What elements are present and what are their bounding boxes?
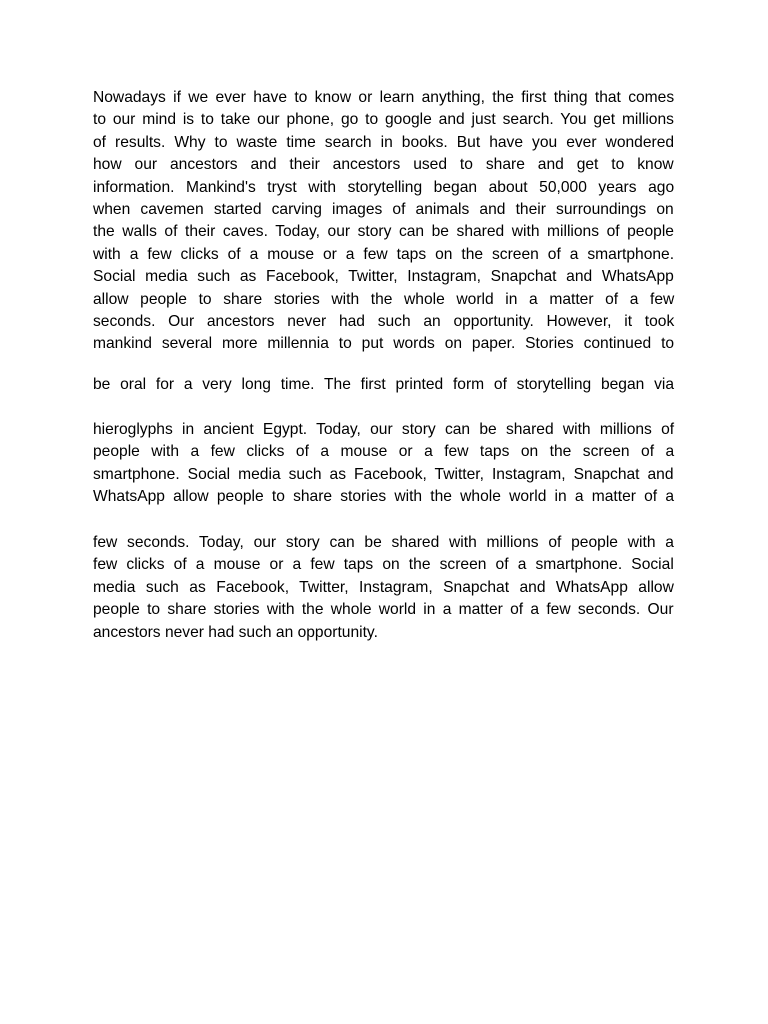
text-line: the walls of their caves. Today, our story can be shared with millions of people [93,223,674,241]
text-line: people to share stories with the whole world in a matter of a few seconds. Our [93,601,674,619]
text-line: to our mind is to take our phone, go to google and just search. You get millions [93,111,674,129]
paragraph-block-1 [93,87,674,356]
text-line: Social media such as Facebook, Twitter, Instagram, Snapchat and WhatsApp [93,268,674,286]
text-line: hieroglyphs in ancient Egypt. Today, our story can be shared with millions of [93,421,675,438]
text-line: WhatsApp allow people to share stories with the whole world in a matter of a [93,488,674,506]
text-line: with a few clicks of a mouse or a few taps on the screen of a smartphone. [93,245,675,263]
text-line: few clicks of a mouse or a few taps on the screen of a smartphone. Social [93,556,674,574]
text-line: allow people to share stories with the whole world in a matter of a few [93,290,675,308]
text-line: ancestors never had such an opportunity. [93,623,378,641]
text-line: few seconds. Today, our story can be shared with millions of people with a [93,534,674,551]
text-line: of results. Why to waste time search in books. But have you ever wondered [93,133,675,151]
text-line: information. Mankind's tryst with storytelling began about 50,000 years ago [93,178,675,196]
text-line: smartphone. Social media such as Facebook, Twitter, Instagram, Snapchat and [93,465,674,483]
paragraph-block-4 [93,532,674,644]
text-line: seconds. Our ancestors never had such an opportunity. However, it took [93,313,675,331]
text-line: Nowadays if we ever have to know or learn anything, the first thing that comes [93,89,675,106]
text-line: be oral for a very long time. The first printed form of storytelling began via [93,376,675,393]
text-line: media such as Facebook, Twitter, Instagram, Snapchat and WhatsApp allow [93,578,674,596]
text-line: how our ancestors and their ancestors used to share and get to know [93,156,674,174]
paragraph-block-2 [93,374,674,396]
text-line: people with a few clicks of a mouse or a few taps on the screen of a [93,443,675,461]
text-line: when cavemen started carving images of animals and their surroundings on [93,201,674,219]
paragraph-block-3 [93,419,674,509]
text-line: mankind several more millennia to put words on paper. Stories continued to [93,335,675,353]
